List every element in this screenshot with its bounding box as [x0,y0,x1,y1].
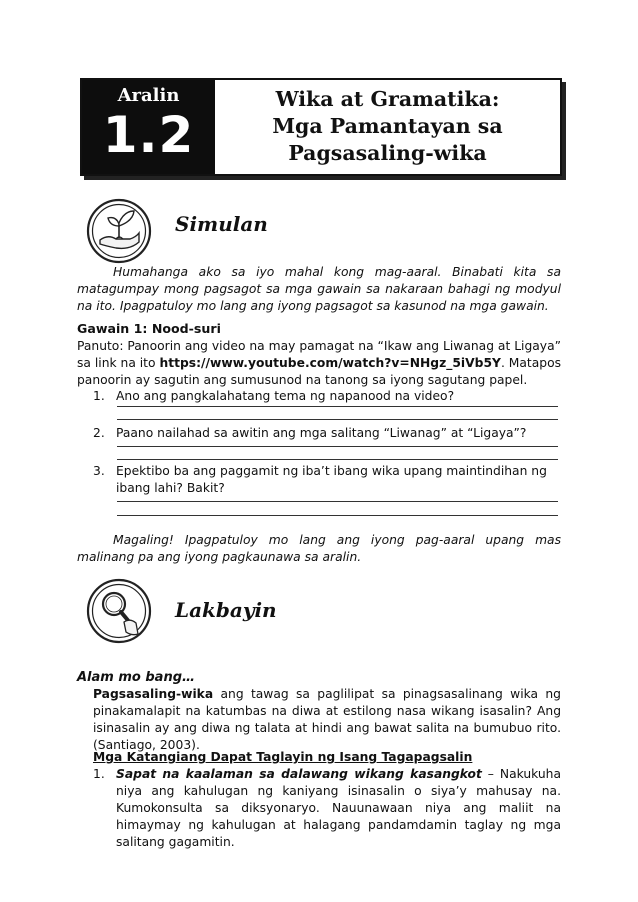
question-text: Epektibo ba ang paggamit ng iba’t ibang wika upang maintindihan ng ibang lahi? Bakit? [116,464,547,495]
answer-line [117,419,558,420]
answer-line [117,515,558,516]
video-link[interactable]: https://www.youtube.com/watch?v=NHgz_5iVb5Y [159,356,501,370]
lesson-tag [82,80,215,174]
list-number: 1. [93,767,105,781]
lesson-title [215,86,560,167]
lakbayin-title: Lakbayin [175,598,277,622]
closing-message: Magaling! Ipagpatuloy mo lang ang iyong pag-aaral upang mas malinang pa ang iyong pagkaunawa sa aralin. [77,533,561,564]
task-title: Gawain 1: Nood-suri [77,321,221,336]
list-heading: Mga Katangiang Dapat Taglayin ng Isang Tagapagsalin [93,750,473,764]
plant-hand-icon [86,198,152,264]
question-number: 2. [93,426,105,440]
lesson-word: Aralin [117,85,180,106]
title-line-3: Pagsasaling-wika [288,141,487,165]
task-instructions [77,338,561,389]
simulan-title: Simulan [175,212,268,236]
definition-text: ang tawag sa paglilipat sa pinagsasalinang wika ng pinakamalapit na katumbas na diwa at estilong nasa wikang isasalin? Ang isinasalin ay ang diwa ng talata at hindi ang bawat salita na bumubuo rito. (Santiago, 2003). [93,687,561,752]
title-line-1: Wika at Gramatika: [275,87,500,111]
answer-line [117,446,558,447]
question-number: 3. [93,464,105,478]
lesson-number: 1.2 [102,106,195,164]
alam-heading: Alam mo bang… [77,670,196,685]
item-term: Sapat na kaalaman sa dalawang wikang kasangkot [116,767,482,781]
definition-term: Pagsasaling-wika [93,687,214,701]
magnifier-hand-icon [86,578,152,644]
question-text: Paano nailahad sa awitin ang mga salitang “Liwanag” at “Ligaya”? [116,426,527,440]
question-number: 1. [93,389,105,403]
title-line-2: Mga Pamantayan sa [272,114,503,138]
answer-line [117,406,558,407]
answer-line [117,501,558,502]
instructions-before: Panuto: Panoorin ang video na may pamagat na “Ikaw ang Liwanag at Ligaya” sa link na ito [77,339,561,370]
item-description: – Nakukuha niya ang kahulugan ng kaniyang isinasalin o siya’y mahusay na. Kumokonsulta sa diksyonaryo. Nauunawaan niya ang maliit na himaymay ng kahulugan at halagang pandamdamin taglay ng mga salitang gagamitin. [116,767,562,849]
question-text: Ano ang pangkalahatang tema ng napanood na video? [116,389,455,403]
answer-line [117,459,558,460]
lesson-header [80,78,562,176]
definition [93,686,561,754]
list-item-text [116,766,561,851]
simulan-intro: Humahanga ako sa iyo mahal kong mag-aaral. Binabati kita sa matagumpay mong pagsagot sa mga gawain sa nakaraan bahagi ng modyul na ito. Ipagpatuloy mo lang ang iyong pagsagot sa kasunod na mga gawain. [77,265,561,313]
instructions-after: . Matapos panoorin ay sagutin ang sumusunod na tanong sa iyong sagutang papel. [77,356,561,387]
